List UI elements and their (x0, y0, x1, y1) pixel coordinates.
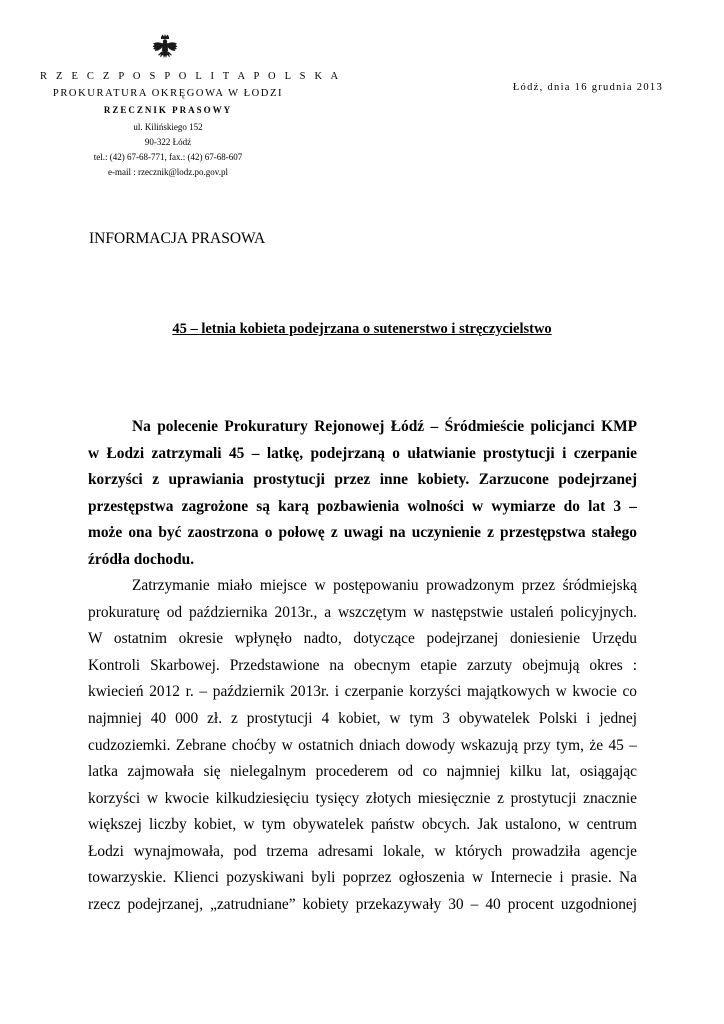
document-type: INFORMACJA PRASOWA (89, 230, 266, 247)
lead-line: źródła dochodu. (88, 550, 195, 568)
polish-eagle-emblem-icon (152, 34, 178, 64)
body-line: większej liczby kobiet, w tym obywatelek państw obcych. Jak ustalono, w centrum (88, 816, 637, 834)
lead-line: przestępstwa zagrożone są karą pozbawienia wolności w wymiarze do lat 3 – (88, 497, 637, 515)
headline: 45 – letnia kobieta podejrzana o sutenerstwo i stręczycielstwo (172, 321, 552, 337)
document-date: Łódź, dnia 16 grudnia 2013 (512, 82, 663, 93)
header-office: PROKURATURA OKRĘGOWA W ŁODZI (52, 88, 284, 99)
body-line: cudzoziemki. Zebrane choćby w ostatnich dniach dowody wskazują przy tym, że 45 – (88, 736, 637, 754)
body-line: korzyści w kwocie kilkudziesięciu tysięcy złotych miesięcznie z prostytucji znacznie (88, 789, 637, 807)
header-email: e-mail : rzecznik@lodz.po.gov.pl (108, 167, 228, 177)
lead-paragraph (88, 414, 637, 573)
body-line: Łodzi wynajmowała, pod trzema adresami lokale, w których prowadziła agencje (88, 842, 637, 860)
body-line: kwiecień 2012 r. – październik 2013r. i czerpanie korzyści majątkowych w kwocie co (88, 683, 637, 701)
lead-line: Na polecenie Prokuratury Rejonowej Łódź – Śródmieście policjanci KMP (132, 418, 637, 435)
header-country: R Z E C Z P O S P O L I T A P O L S K A (40, 71, 342, 82)
body-line: latka zajmowała się nielegalnym procederem od co najmniej kilku lat, osiągając (88, 763, 637, 781)
lead-line: w Łodzi zatrzymali 45 – latkę, podejrzaną o ułatwianie prostytucji i czerpanie (88, 444, 637, 462)
body-line: najmniej 40 000 zł. z prostytucji 4 kobiet, w tym 3 obywatelek Polski i jednej (88, 710, 637, 728)
header-city: 90-322 Łódź (144, 137, 192, 147)
header-unit: RZECZNIK PRASOWY (103, 105, 233, 115)
body-line: Zatrzymanie miało miejsce w postępowaniu prowadzonym przez śródmiejską (132, 577, 637, 595)
header-phone: tel.: (42) 67-68-771, fax.: (42) 67-68-607 (93, 152, 243, 162)
body-paragraph (88, 573, 637, 918)
body-line: rzecz podejrzanej, „zatrudniane” kobiety przekazywały 30 – 40 procent uzgodnionej (88, 895, 637, 913)
lead-line: może ona być zaostrzona o połowę z uwagi na uczynienie z przestępstwa stałego (88, 524, 637, 542)
lead-line: korzyści z uprawiania prostytucji przez inne kobiety. Zarzucone podejrzanej (88, 471, 637, 489)
article-body (88, 414, 637, 918)
header-street: ul. Kilińskiego 152 (133, 122, 203, 132)
body-line: Kontroli Skarbowej. Przedstawione na obecnym etapie zarzuty obejmują okres : (88, 656, 637, 674)
body-line: prokuraturę od października 2013r., a wszczętym w następstwie ustaleń policyjnych. (88, 603, 637, 621)
body-line: W ostatnim okresie wpłynęło nadto, dotyczące podejrzanej doniesienie Urzędu (88, 630, 637, 648)
body-line: towarzyskie. Klienci pozyskiwani byli poprzez ogłoszenia w Internecie i prasie. Na (88, 869, 637, 887)
